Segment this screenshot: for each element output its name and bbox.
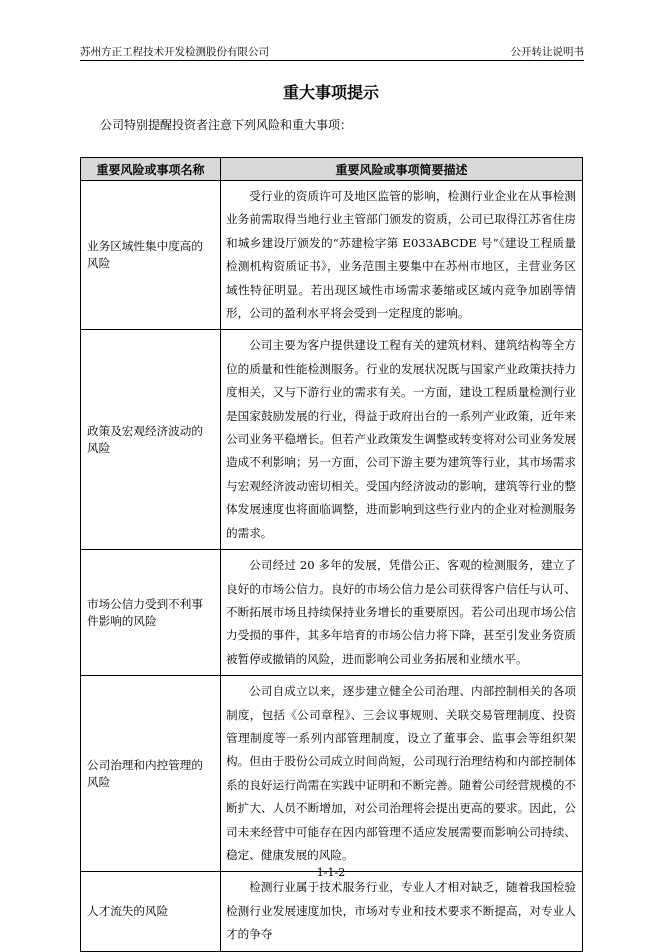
risk-name: 政策及宏观经济波动的风险	[81, 330, 221, 550]
header-doc-type: 公开转让说明书	[510, 46, 584, 58]
header-divider	[80, 60, 584, 61]
risk-desc: 公司自成立以来，逐步建立健全公司治理、内部控制相关的各项制度，包括《公司章程》、三会议事规则、关联交易管理制度、投资管理制度等一系列内部管理制度，设立了董事会、监事会等组织架构。但由于股份公司成立时间尚短，公司现行治理结构和内部控制体系的良好运行尚需在实践中证明和不断完善。随着公司经营规模的不断扩大、人员不断增加，对公司治理将会提出更高的要求。因此，公司未来经营中可能存在因内部管理不适应发展需要而影响公司持续、稳定、健康发展的风险。	[221, 676, 583, 872]
table-header-row	[81, 158, 583, 181]
table-row	[81, 676, 583, 872]
header-risk-desc: 重要风险或事项简要描述	[221, 158, 583, 181]
table-row	[81, 330, 583, 550]
header-company: 苏州方正工程技术开发检测股份有限公司	[80, 46, 269, 58]
risk-name: 人才流失的风险	[81, 872, 221, 951]
page-number: 1-1-2	[316, 866, 346, 879]
risk-name: 市场公信力受到不利事件影响的风险	[81, 550, 221, 676]
risk-table	[80, 157, 583, 952]
risk-name: 公司治理和内控管理的风险	[81, 676, 221, 872]
page-title: 重大事项提示	[282, 83, 379, 102]
risk-desc: 公司主要为客户提供建设工程有关的建筑材料、建筑结构等全方位的质量和性能检测服务。行业的发展状况既与国家产业政策扶持力度相关，又与下游行业的需求有关。一方面，建设工程质量检测行业是国家鼓励发展的行业，得益于政府出台的一系列产业政策，近年来公司业务平稳增长。但若产业政策发生调整或转变将对公司业务发展造成不利影响；另一方面，公司下游主要为建筑等行业，其市场需求与宏观经济波动密切相关。受国内经济波动的影响，建筑等行业的整体发展速度也将面临调整，进而影响到这些行业内的企业对检测服务的需求。	[221, 330, 583, 550]
intro-paragraph: 公司特别提醒投资者注意下列风险和重大事项：	[100, 118, 353, 132]
table-row	[81, 872, 583, 951]
risk-name: 业务区域性集中度高的风险	[81, 181, 221, 330]
risk-desc: 受行业的资质许可及地区监管的影响，检测行业企业在从事检测业务前需取得当地行业主管部门颁发的资质，公司已取得江苏省住房和城乡建设厅颁发的“苏建检字第 E033ABCDE 号”《建设工程质量检测机构资质证书》，业务范围主要集中在苏州市地区，主营业务区域性特征明显。若出现区域性市场需求萎缩或区域内竞争加剧等情形，公司的盈利水平将会受到一定程度的影响。	[221, 181, 583, 330]
table-row	[81, 181, 583, 330]
risk-desc: 公司经过 20 多年的发展，凭借公正、客观的检测服务，建立了良好的市场公信力。良好的市场公信力是公司获得客户信任与认可、不断拓展市场且持续保持业务增长的重要原因。若公司出现市场公信力受损的事件，其多年培育的市场公信力将下降，甚至引发业务资质被暂停或撤销的风险，进而影响公司业务拓展和业绩水平。	[221, 550, 583, 676]
table-row	[81, 550, 583, 676]
risk-desc: 检测行业属于技术服务行业，专业人才相对缺乏，随着我国检验检测行业发展速度加快，市场对专业和技术要求不断提高，对专业人才的争夺	[221, 872, 583, 951]
header-risk-name: 重要风险或事项名称	[81, 158, 221, 181]
